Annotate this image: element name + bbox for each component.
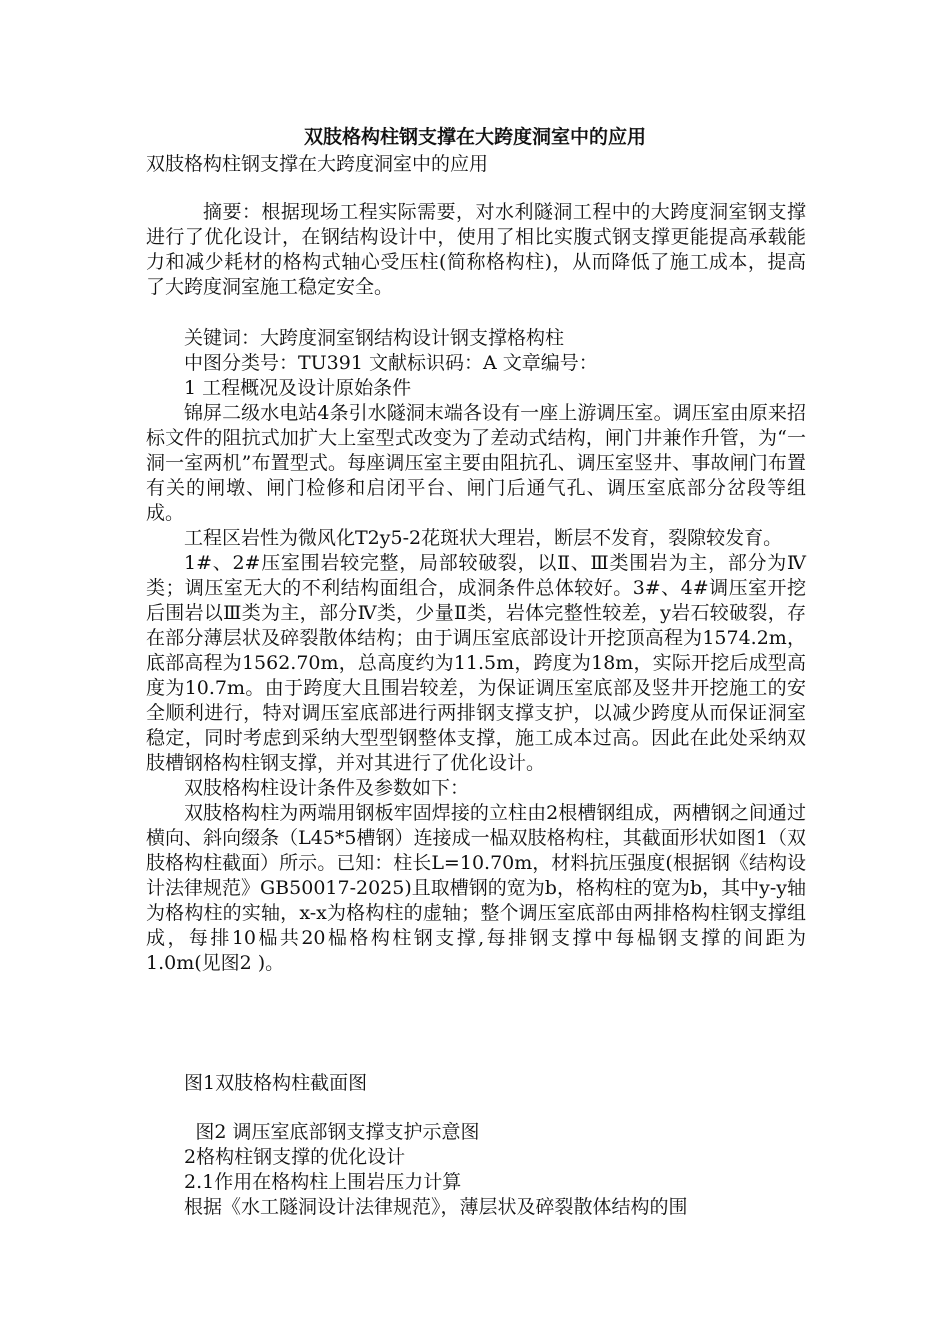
- paragraph-1: 锦屏二级水电站4条引水隧洞末端各设有一座上游调压室。调压室由原来招标文件的阻抗式加扩大上室型式改变为了差动式结构，闸门井兼作升管，为“一洞一室两机”布置型式。每座调压室主要由阻抗孔、调压室竖井、事故闸门布置有关的闸墩、闸门检修和启闭平台、闸门后通气孔、调压室底部分岔段等组成。: [146, 402, 806, 524]
- document-subtitle: 双肢格构柱钢支撑在大跨度洞室中的应用: [146, 153, 489, 175]
- paragraph-4: 双肢格构柱设计条件及参数如下：: [184, 777, 470, 799]
- figure-2-caption: 图2 调压室底部钢支撑支护示意图: [195, 1121, 480, 1143]
- section-1-heading: 1 工程概况及设计原始条件: [184, 377, 412, 399]
- classification-line: 中图分类号：TU391 文献标识码：A 文章编号：: [184, 352, 598, 374]
- paragraph-6: 根据《水工隧洞设计法律规范》，薄层状及碎裂散体结构的围: [184, 1196, 688, 1218]
- paragraph-2: 工程区岩性为微风化T2y5-2花斑状大理岩，断层不发育，裂隙较发育。: [184, 527, 783, 549]
- figure-1-caption: 图1双肢格构柱截面图: [184, 1072, 368, 1094]
- paragraph-3: 1#、2#压室围岩较完整，局部较破裂，以Ⅱ、Ⅲ类围岩为主，部分为Ⅳ类；调压室无大的不利结构面组合，成洞条件总体较好。3#、4#调压室开挖后围岩以Ⅲ类为主，部分Ⅳ类，少量Ⅱ类，岩体完整性较差，y岩石较破裂，存在部分薄层状及碎裂散体结构；由于调压室底部设计开挖顶高程为1574.2m，底部高程为1562.70m，总高度约为11.5m，跨度为18m，实际开挖后成型高度为10.7m。由于跨度大且围岩较差，为保证调压室底部及竖井开挖施工的安全顺利进行，特对调压室底部进行两排钢支撑支护，以减少跨度从而保证洞室稳定，同时考虑到采纳大型型钢整体支撑，施工成本过高。因此在此处采纳双肢槽钢格构柱钢支撑，并对其进行了优化设计。: [146, 552, 806, 774]
- abstract-paragraph: 摘要：根据现场工程实际需要，对水利隧洞工程中的大跨度洞室钢支撑进行了优化设计，在钢结构设计中，使用了相比实腹式钢支撑更能提高承载能力和减少耗材的格构式轴心受压柱(简称格构柱)，从而降低了施工成本，提高了大跨度洞室施工稳定安全。: [146, 201, 806, 298]
- section-2-heading: 2格构柱钢支撑的优化设计: [184, 1146, 406, 1168]
- abstract-block: [146, 200, 806, 300]
- document-title: 双肢格构柱钢支撑在大跨度洞室中的应用: [303, 126, 646, 148]
- keywords-line: 关键词：大跨度洞室钢结构设计钢支撑格构柱: [184, 327, 565, 349]
- section-2-1-heading: 2.1作用在格构柱上围岩压力计算: [184, 1171, 462, 1193]
- paragraph-5: 双肢格构柱为两端用钢板牢固焊接的立柱由2根槽钢组成，两槽钢之间通过横向、斜向缀条（L45*5槽钢）连接成一榀双肢格构柱，其截面形状如图1（双肢格构柱截面）所示。已知：柱长L=10.70m，材料抗压强度(根据钢《结构设计法律规范》GB50017-2025)且取槽钢的宽为b，格构柱的宽为b，其中y-y轴为格构柱的实轴，x-x为格构柱的虚轴；整个调压室底部由两排格构柱钢支撑组成，每排10榀共20榀格构柱钢支撑,每排钢支撑中每榀钢支撑的间距为1.0m(见图2 )。: [146, 802, 806, 974]
- main-text: [146, 326, 806, 976]
- figure-captions: [146, 1071, 806, 1220]
